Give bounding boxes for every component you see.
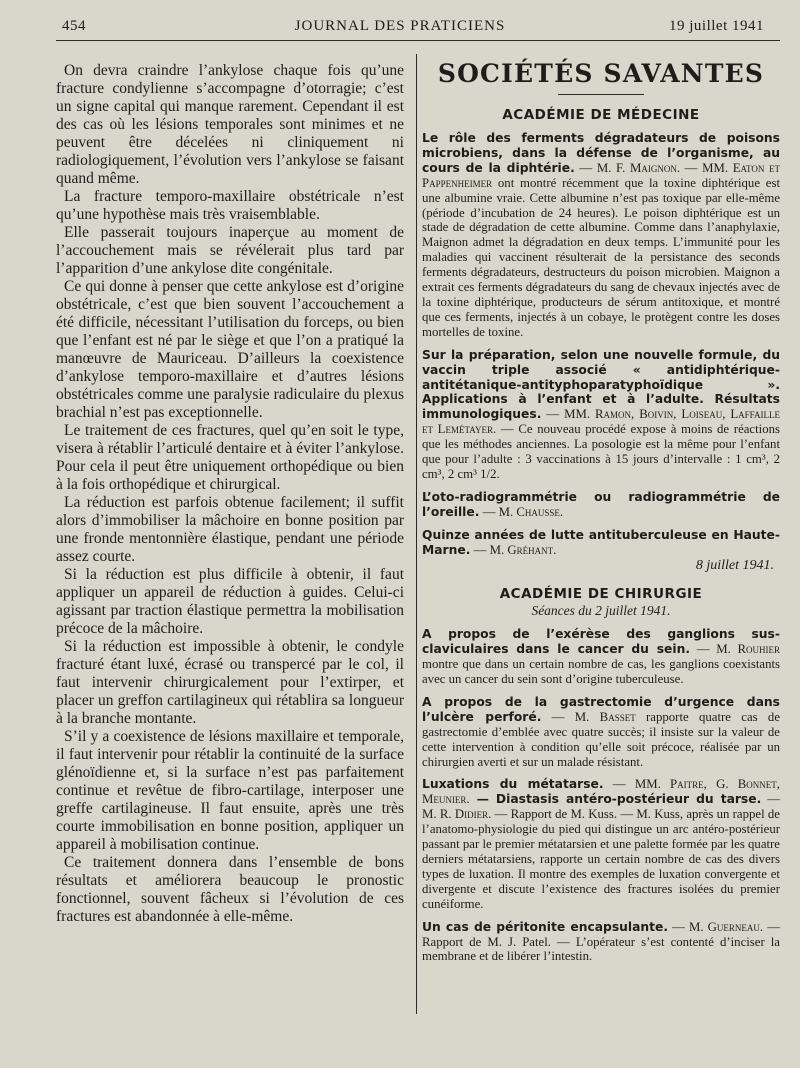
item-authors: — MM. Ramon, Boivin, Loiseau, Laffaille et Lemétayer. [422, 407, 780, 437]
item-authors: — M. Rouhier [690, 642, 780, 657]
item-heading: Sur la préparation, selon une nouvelle formule, du vaccin triple associé « antidiphtérique-antitétanique-antityphoparatyphoïdique ». Applications à l’enfant et à l’adulte. Résultats immunologiques. [422, 347, 780, 422]
communication-item [422, 920, 780, 965]
paragraph: S’il y a coexistence de lésions maxillaire et temporale, il faut intervenir pour rétablir la continuité de la surface glénoïdienne et, si la surface n’est pas parfaitement continue et revêtue de fibro-cartilage, interposer une greffe cartilagineuse. Il faut ensuite, après une très courte immobilisation en bonne position, appliquer un appareil à mobilisation continue. [56, 728, 404, 853]
item-authors: — M. Basset [541, 709, 636, 724]
running-header [0, 14, 800, 38]
academie-medecine-title: ACADÉMIE DE MÉDECINE [502, 107, 700, 123]
communication-item [422, 777, 780, 911]
item-body: — Ce nouveau procédé expose à moins de réactions que les méthodes anciennes. La posologie est la même pour l’enfant que pour l’adulte : 3 vaccinations à 15 jours d’intervalle : 1 cm³, 2 cm³, 2 cm³ 1/2. [422, 422, 780, 481]
communication-item [422, 695, 780, 770]
journal-title: JOURNAL DES PRATICIENS [294, 18, 506, 34]
item-heading: L’oto-radiogrammétrie ou radiogrammétrie de l’oreille. [422, 489, 780, 519]
paragraph: Le traitement de ces fractures, quel qu’en soit le type, visera à rétablir l’articulé dentaire et à éviter l’ankylose. Pour cela il peut être uniquement orthopédique ou bien à la fois orthopédique et chirurgical. [56, 422, 404, 493]
paragraph: Si la réduction est plus difficile à obtenir, il faut appliquer un appareil de réduction à guides. Celui-ci agissant par traction élastique permettra la mobilisation précoce de la mâchoire. [56, 566, 404, 637]
item-authors: — MM. Paitre, G. Bonnet, Meunier. [422, 777, 780, 807]
item-body: — Rapport de M. J. Patel. — L’opérateur s’est contenté d’inciser la membrane et de libérer l’intestin. [422, 919, 780, 964]
paragraph: Ce qui donne à penser que cette ankylose est d’origine obstétricale, c’est que bien souvent l’accouchement a été difficile, nécessitant l’utilisation du forceps, ou bien que l’enfant est né par le siège et que l’on a pratiqué la manœuvre de Mauriceau. D’ailleurs la coexistence d’ankylose temporo-maxillaire et d’autres lésions obstétricales comme une paralysie radiculaire du plexus brachial n’est pas exceptionnelle. [56, 278, 404, 421]
session-line: Séances du 2 juillet 1941. [531, 603, 671, 619]
paragraph: On devra craindre l’ankylose chaque fois qu’une fracture condylienne s’accompagne d’otorragie; c’est un signe capital qui manque rarement. Cependant il est des cas où les lésions temporales sont minimes et ne peuvent être décelées ni cliniquement ni radiologiquement, l’évolution vers l’ankylose se faisant quand même. [56, 62, 404, 187]
banner-rule [558, 94, 644, 95]
column-divider [416, 54, 417, 1014]
paragraph: La fracture temporo-maxillaire obstétricale n’est qu’une hypothèse mais très vraisemblable. [56, 188, 404, 223]
item-heading-secondary: — Diastasis antéro-postérieur du tarse. [469, 792, 762, 807]
paragraph: Si la réduction est impossible à obtenir, le condyle fracturé étant luxé, écrasé ou transpercé par le col, il faut intervenir chirurgicalement pour l’extirper, et placer un greffon cartilagineux qui rétablira sa longueur à la branche montante. [56, 638, 404, 727]
academie-chirurgie-title: ACADÉMIE DE CHIRURGIE [499, 586, 703, 603]
page-number: 454 [62, 18, 86, 34]
section-banner: SOCIÉTÉS SAVANTES [437, 59, 765, 88]
item-authors: — M. Chausse. [479, 504, 564, 519]
paragraph: Elle passerait toujours inaperçue au moment de l’accouchement mais se révélerait plus tard par l’apparition d’une ankylose dite congénitale. [56, 224, 404, 277]
item-body: rapporte quatre cas de gastrectomie d’emblée avec quatre succès; il insiste sur la valeur de cette intervention à condition qu’elle soit précoce, réalisée par un chirurgien averti et sur un malade résistant. [422, 709, 781, 769]
issue-date: 19 juillet 1941 [669, 18, 764, 34]
communication-item [422, 528, 780, 558]
paragraph: La réduction est parfois obtenue facilement; il suffit alors d’immobiliser la mâchoire en bonne position par une fronde mentonnière élastique, pendant une période assez courte. [56, 494, 404, 565]
communication-item [422, 131, 780, 340]
item-heading: A propos de la gastrectomie d’urgence dans l’ulcère perforé. [422, 694, 780, 724]
header-rule [56, 40, 780, 41]
paragraph: Ce traitement donnera dans l’ensemble de bons résultats et améliorera beaucoup le pronostic fonctionnel, souvent fâcheux si l’évolution de ces fractures est abandonnée à elle-même. [56, 854, 404, 925]
right-column [422, 58, 780, 972]
item-authors: — M. Guerneau. [668, 919, 764, 934]
item-heading: Quinze années de lutte antituberculeuse en Haute-Marne. [422, 527, 780, 557]
communication-item [422, 627, 780, 687]
item-authors-secondary: — M. R. Didier. [422, 792, 780, 822]
item-body: — Rapport de M. Kuss. — M. Kuss, après un rappel de l’anatomo-physiologie du pied qui distingue un arc antéro-postérieur passant par le premier métatarsien et une palette formée par les quatre derniers métatarsiens, rapporte un certain nombre de cas des divers types de luxation. Il montre des exemples de luxation convergente et divergente et discute l’existence des fractures isolées du premier cunéiforme. [422, 807, 780, 911]
item-body: montre que dans un certain nombre de cas, les ganglions coexistants avec un cancer du sein sont d’origine tuberculeuse. [422, 657, 780, 686]
item-heading: Un cas de péritonite encapsulante. [422, 919, 669, 934]
item-body: ont montré récemment que la toxine diphtérique est une albumine vraie. Cette albumine n’est pas toxique par elle-même (période d’incubation de 24 heures). Le poison diphtérique est un stade de dégradation de cette albumine. Comme dans l’anaphylaxie, Maignon admet la dégradation en deux temps. L’immunité pour les maladies qui vaccinent résulterait de la persistance des seconds ferments dégradateurs, destructeurs du poison microbien. Maignon a extrait ces ferments dégradateurs du sang de chevaux injectés avec de la toxine diphtérique, producteurs de sérum antitoxique, et montré que ces ferments, injectés à un cobaye, le protègent contre les doses mortelles de toxine. [422, 175, 780, 339]
communication-item [422, 348, 780, 482]
communication-item [422, 490, 780, 520]
item-heading: A propos de l’exérèse des ganglions sus-claviculaires dans le cancer du sein. [422, 627, 780, 657]
item-heading: Le rôle des ferments dégradateurs de poisons microbiens, dans la défense de l’organisme, au cours de la diphtérie. [422, 131, 780, 175]
session-date: 8 juillet 1941. [695, 558, 774, 574]
left-column [56, 62, 404, 926]
item-heading: Luxations du métatarse. [422, 777, 604, 792]
item-authors: — M. F. Maignon. — MM. Eaton et Pappenheimer [422, 160, 780, 190]
item-authors: — M. Gréhant. [470, 542, 557, 557]
